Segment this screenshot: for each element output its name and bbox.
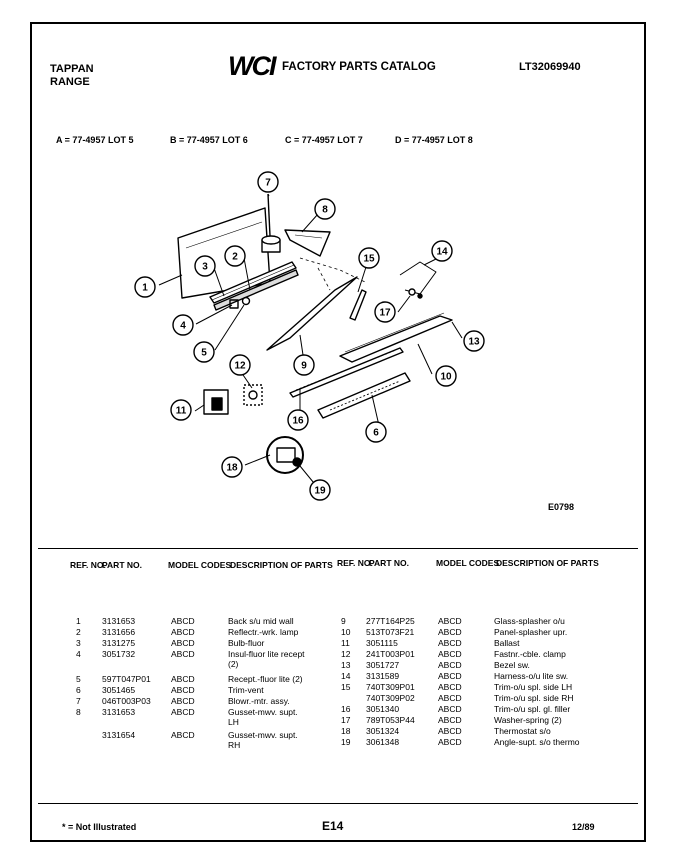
part-codes-cell: ABCD [438,671,462,681]
part-part-cell: 3051732 [102,649,136,659]
callout-3 [195,256,215,276]
part-ref-cell: 17 [341,715,351,725]
part-codes-cell: ABCD [171,707,195,717]
lot-d: D = 77-4957 LOT 8 [395,135,473,145]
footnote: * = Not Illustrated [62,822,137,832]
callout-number: 8 [322,204,328,216]
part-ref-cell: 3 [76,638,81,648]
part-part-cell: 513T073F21 [366,627,415,637]
part-codes-cell: ABCD [438,627,462,637]
part-desc-cell: Trim-o/u spl. side RH [494,693,574,703]
callout-19 [310,480,330,500]
part-codes-cell: ABCD [438,638,462,648]
part-part-cell: 241T003P01 [366,649,415,659]
col-description-right: DESCRIPTION OF PARTS [496,558,599,568]
part-ref-cell: 7 [76,696,81,706]
receptacle-shape [243,298,250,305]
part-ref-cell: 2 [76,627,81,637]
part-ref-cell: 14 [341,671,351,681]
part-desc-cell: Trim-vent [228,685,264,695]
part-ref-cell: 16 [341,704,351,714]
callout-number: 6 [373,427,379,439]
part-desc-cell: Blowr.-mtr. assy. [228,696,290,706]
callout-7 [258,172,278,192]
part-part-cell: 3051115 [366,638,398,648]
callout-number: 3 [202,261,208,273]
part-ref-cell: 9 [341,616,346,626]
lot-a: A = 77-4957 LOT 5 [56,135,134,145]
part-part-cell: 3051340 [366,704,400,714]
callout-8 [315,199,335,219]
part-part-cell: 3051727 [366,660,400,670]
part-ref-cell: 8 [76,707,81,717]
part-desc-cell: Recept.-fluor lite (2) [228,674,303,684]
part-desc-cell: Trim-o/u spl. gl. filler [494,704,571,714]
callout-number: 17 [379,307,391,319]
model-number: LT32069940 [519,61,581,73]
part-ref-cell: 11 [341,638,350,648]
lot-c: C = 77-4957 LOT 7 [285,135,363,145]
page-number: E14 [322,819,344,833]
part-codes-cell: ABCD [171,674,195,684]
part-codes-cell: ABCD [171,649,195,659]
callout-9 [294,355,314,375]
part-part-cell: 046T003P03 [102,696,151,706]
part-desc-cell: Fastnr.-cble. clamp [494,649,566,659]
part-part-cell: 277T164P25 [366,616,415,626]
brand-label: TAPPAN [50,63,94,75]
table-top-rule [38,548,638,549]
part-part-cell: 3131653 [102,616,136,626]
part-part-cell: 3061348 [366,737,400,747]
part-desc-cell: Reflectr.-wrk. lamp [228,627,299,637]
glass-splasher-shape [267,277,357,350]
callout-14 [432,241,452,261]
part-desc-cell: Thermostat s/o [494,726,551,736]
part-codes-cell: ABCD [438,649,462,659]
callout-6 [366,422,386,442]
part-codes-cell: ABCD [438,693,462,703]
part-ref-cell: 18 [341,726,351,736]
part-part-cell: 3131656 [102,627,136,637]
callout-number: 18 [226,462,238,474]
part-desc-cell: Angle-supt. s/o thermo [494,737,580,747]
callout-number: 9 [301,360,307,372]
gusset-shape [285,230,330,256]
col-part-no-right: PART NO. [369,558,409,568]
col-model-codes-left: MODEL CODES [168,560,232,570]
part-part-cell: 740T309P02 [366,693,415,703]
part-codes-cell: ABCD [171,685,195,695]
part-codes-cell: ABCD [438,682,462,692]
part-part-cell: 3051324 [366,726,400,736]
callout-10 [436,366,456,386]
callout-number: 7 [265,177,271,189]
callout-number: 15 [363,253,375,265]
callout-number: 16 [292,415,304,427]
part-desc-cell: Washer-spring (2) [494,715,562,725]
callout-number: 12 [234,360,246,372]
part-desc-cell: Gusset-mwv. supt. LH [228,707,298,727]
table-bottom-rule [38,803,638,804]
callout-number: 19 [314,485,326,497]
callout-1 [135,277,155,297]
callout-number: 11 [175,405,187,417]
part-codes-cell: ABCD [438,616,462,626]
part-part-cell: 3051465 [102,685,136,695]
callout-12 [230,355,250,375]
part-codes-cell: ABCD [438,737,462,747]
part-ref-cell: 10 [341,627,351,637]
part-desc-cell: Bezel sw. [494,660,530,670]
col-ref-no-right: REF. NO. [337,558,373,568]
part-ref-cell: 12 [341,649,351,659]
callout-4 [173,315,193,335]
part-ref-cell: 13 [341,660,351,670]
part-ref-cell: 6 [76,685,81,695]
part-part-cell: 3131275 [102,638,136,648]
callout-number: 4 [180,320,186,332]
part-part-cell: 789T053P44 [366,715,415,725]
part-desc-cell: Trim-o/u spl. side LH [494,682,573,692]
callout-number: 14 [436,246,448,258]
callout-15 [359,248,379,268]
part-desc-cell: Panel-splasher upr. [494,627,568,637]
part-part-cell: 3131653 [102,707,136,717]
callout-13 [464,331,484,351]
callout-number: 10 [440,371,452,383]
callout-number: 5 [201,347,207,359]
callout-11 [171,400,191,420]
part-codes-cell: ABCD [171,730,195,740]
part-part-cell: 740T309P01 [366,682,415,692]
callout-2 [225,246,245,266]
callout-17 [375,302,395,322]
part-codes-cell: ABCD [171,616,195,626]
part-desc-cell: Back s/u mid wall [228,616,294,626]
part-ref-cell: 5 [76,674,81,684]
revision-date: 12/89 [572,822,595,832]
wci-logo: WCI [228,51,275,81]
part-codes-cell: ABCD [438,715,462,725]
part-ref-cell: 4 [76,649,81,659]
part-desc-cell: Glass-splasher o/u [494,616,565,626]
part-desc-cell: Ballast [494,638,520,648]
callout-number: 13 [468,336,480,348]
part-codes-cell: ABCD [171,638,195,648]
part-desc-cell: Insul-fluor lite recept (2) [228,649,305,669]
part-codes-cell: ABCD [438,726,462,736]
part-part-cell: 3131654 [102,730,136,740]
part-ref-cell: 15 [341,682,351,692]
col-part-no-left: PART NO. [102,560,142,570]
part-desc-cell: Harness-o/u lite sw. [494,671,569,681]
callout-number: 2 [232,251,238,263]
part-codes-cell: ABCD [171,696,195,706]
callout-5 [194,342,214,362]
part-desc-cell: Gusset-mwv. supt. RH [228,730,298,750]
lot-b: B = 77-4957 LOT 6 [170,135,248,145]
callout-18 [222,457,242,477]
part-ref-cell: 19 [341,737,351,747]
part-desc-cell: Bulb-fluor [228,638,265,648]
part-ref-cell: 1 [76,616,81,626]
drawing-code: E0798 [548,502,575,512]
col-ref-no-left: REF. NO. [70,560,106,570]
catalog-title: FACTORY PARTS CATALOG [282,61,436,73]
part-codes-cell: ABCD [438,660,462,670]
callout-16 [288,410,308,430]
part-codes-cell: ABCD [438,704,462,714]
callout-number: 1 [142,282,148,294]
part-part-cell: 597T047P01 [102,674,151,684]
part-codes-cell: ABCD [171,627,195,637]
product-label: RANGE [50,76,90,88]
col-model-codes-right: MODEL CODES [436,558,500,568]
part-part-cell: 3131589 [366,671,400,681]
col-description-left: DESCRIPTION OF PARTS [230,560,333,570]
